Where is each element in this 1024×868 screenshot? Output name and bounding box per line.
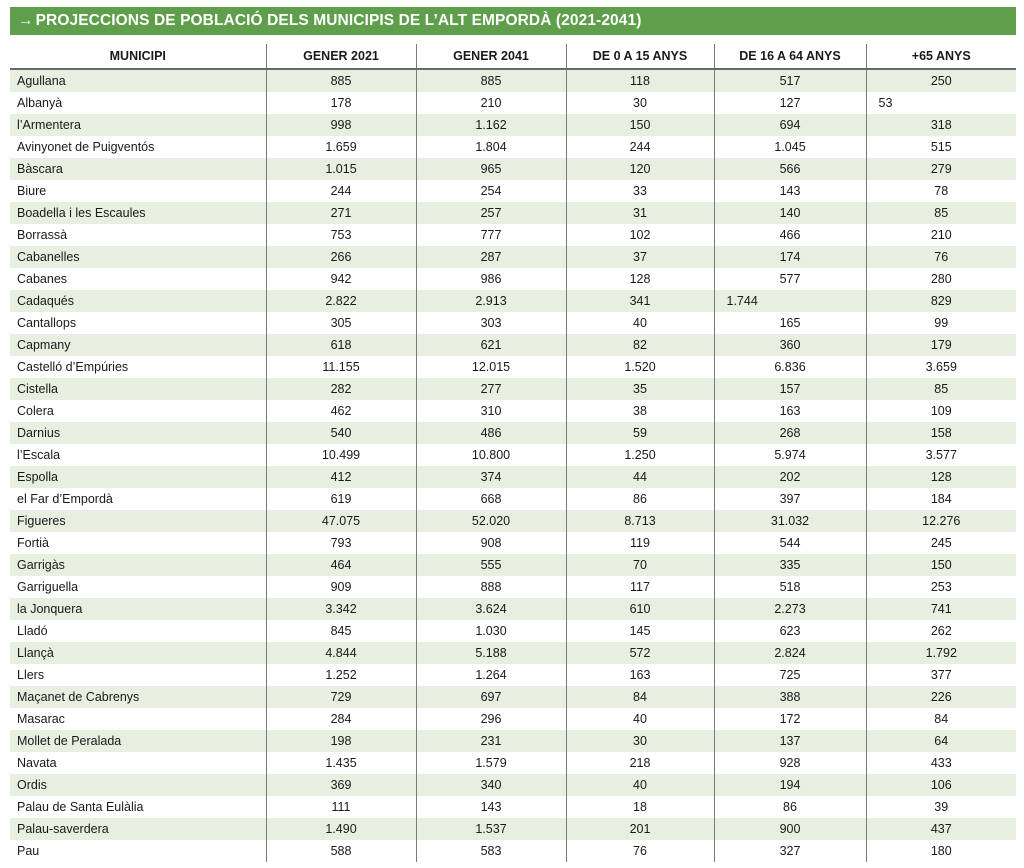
- table-row: [10, 268, 1016, 290]
- cell-0-15: 18: [566, 796, 714, 818]
- table-row: [10, 664, 1016, 686]
- cell-municipi: Lladó: [10, 620, 266, 642]
- cell-municipi: Llançà: [10, 642, 266, 664]
- cell-municipi: Maçanet de Cabrenys: [10, 686, 266, 708]
- cell-16-64: 327: [714, 840, 866, 862]
- cell-65-plus: 829: [866, 290, 1016, 312]
- cell-0-15: 38: [566, 400, 714, 422]
- cell-16-64: 694: [714, 114, 866, 136]
- column-header-gener-2021: GENER 2021: [266, 44, 416, 69]
- table-row: [10, 532, 1016, 554]
- cell-0-15: 1.250: [566, 444, 714, 466]
- cell-gener-2021: 753: [266, 224, 416, 246]
- cell-0-15: 610: [566, 598, 714, 620]
- cell-16-64: 466: [714, 224, 866, 246]
- cell-0-15: 30: [566, 92, 714, 114]
- cell-gener-2021: 845: [266, 620, 416, 642]
- cell-gener-2021: 540: [266, 422, 416, 444]
- cell-0-15: 201: [566, 818, 714, 840]
- table-row: [10, 136, 1016, 158]
- cell-16-64: 725: [714, 664, 866, 686]
- cell-65-plus: 128: [866, 466, 1016, 488]
- cell-65-plus: 78: [866, 180, 1016, 202]
- cell-0-15: 44: [566, 466, 714, 488]
- cell-gener-2041: 303: [416, 312, 566, 334]
- table-row: [10, 840, 1016, 862]
- cell-gener-2041: 697: [416, 686, 566, 708]
- cell-gener-2041: 583: [416, 840, 566, 862]
- cell-16-64: 86: [714, 796, 866, 818]
- cell-65-plus: 85: [866, 378, 1016, 400]
- cell-municipi: l’Escala: [10, 444, 266, 466]
- cell-gener-2041: 143: [416, 796, 566, 818]
- cell-65-plus: 1.792: [866, 642, 1016, 664]
- cell-gener-2021: 1.015: [266, 158, 416, 180]
- cell-0-15: 145: [566, 620, 714, 642]
- cell-65-plus: 85: [866, 202, 1016, 224]
- cell-gener-2041: 1.537: [416, 818, 566, 840]
- cell-0-15: 8.713: [566, 510, 714, 532]
- cell-municipi: Cabanes: [10, 268, 266, 290]
- cell-0-15: 218: [566, 752, 714, 774]
- table-row: [10, 334, 1016, 356]
- cell-65-plus: 184: [866, 488, 1016, 510]
- table-row: [10, 444, 1016, 466]
- cell-0-15: 1.520: [566, 356, 714, 378]
- cell-gener-2041: 254: [416, 180, 566, 202]
- cell-16-64: 518: [714, 576, 866, 598]
- cell-16-64: 268: [714, 422, 866, 444]
- cell-gener-2041: 486: [416, 422, 566, 444]
- cell-65-plus: 245: [866, 532, 1016, 554]
- cell-16-64: 1.045: [714, 136, 866, 158]
- cell-65-plus: 280: [866, 268, 1016, 290]
- table-row: [10, 400, 1016, 422]
- table-header-row: [10, 44, 1016, 69]
- cell-municipi: Garriguella: [10, 576, 266, 598]
- cell-16-64: 900: [714, 818, 866, 840]
- cell-gener-2041: 908: [416, 532, 566, 554]
- cell-0-15: 244: [566, 136, 714, 158]
- table-row: [10, 290, 1016, 312]
- arrow-right-icon: →: [18, 12, 34, 29]
- cell-gener-2041: 2.913: [416, 290, 566, 312]
- cell-municipi: el Far d’Empordà: [10, 488, 266, 510]
- cell-65-plus: 39: [866, 796, 1016, 818]
- column-header-65-plus: +65 ANYS: [866, 44, 1016, 69]
- cell-gener-2041: 210: [416, 92, 566, 114]
- cell-municipi: Albanyà: [10, 92, 266, 114]
- cell-65-plus: 226: [866, 686, 1016, 708]
- cell-gener-2041: 1.030: [416, 620, 566, 642]
- cell-16-64: 335: [714, 554, 866, 576]
- column-header-municipi: MUNICIPI: [10, 44, 266, 69]
- table-row: [10, 598, 1016, 620]
- table-row: [10, 752, 1016, 774]
- cell-gener-2041: 885: [416, 69, 566, 92]
- cell-gener-2041: 296: [416, 708, 566, 730]
- cell-16-64: 577: [714, 268, 866, 290]
- cell-municipi: Boadella i les Escaules: [10, 202, 266, 224]
- cell-0-15: 31: [566, 202, 714, 224]
- cell-65-plus: 64: [866, 730, 1016, 752]
- cell-municipi: Figueres: [10, 510, 266, 532]
- cell-gener-2041: 1.264: [416, 664, 566, 686]
- cell-16-64: 1.744: [714, 290, 866, 312]
- table-row: [10, 576, 1016, 598]
- table-row: [10, 488, 1016, 510]
- table-row: [10, 158, 1016, 180]
- cell-0-15: 128: [566, 268, 714, 290]
- cell-gener-2041: 1.579: [416, 752, 566, 774]
- cell-65-plus: 433: [866, 752, 1016, 774]
- cell-gener-2021: 1.252: [266, 664, 416, 686]
- cell-65-plus: 76: [866, 246, 1016, 268]
- cell-0-15: 82: [566, 334, 714, 356]
- cell-municipi: Pau: [10, 840, 266, 862]
- cell-0-15: 341: [566, 290, 714, 312]
- cell-gener-2041: 257: [416, 202, 566, 224]
- cell-municipi: Darnius: [10, 422, 266, 444]
- cell-gener-2021: 369: [266, 774, 416, 796]
- cell-65-plus: 3.577: [866, 444, 1016, 466]
- cell-0-15: 572: [566, 642, 714, 664]
- cell-65-plus: 262: [866, 620, 1016, 642]
- cell-16-64: 172: [714, 708, 866, 730]
- cell-gener-2021: 284: [266, 708, 416, 730]
- cell-municipi: Capmany: [10, 334, 266, 356]
- cell-16-64: 6.836: [714, 356, 866, 378]
- cell-0-15: 76: [566, 840, 714, 862]
- cell-65-plus: 377: [866, 664, 1016, 686]
- table-row: [10, 312, 1016, 334]
- cell-16-64: 623: [714, 620, 866, 642]
- cell-16-64: 388: [714, 686, 866, 708]
- cell-16-64: 397: [714, 488, 866, 510]
- cell-0-15: 37: [566, 246, 714, 268]
- cell-municipi: Llers: [10, 664, 266, 686]
- cell-gener-2041: 986: [416, 268, 566, 290]
- cell-gener-2041: 777: [416, 224, 566, 246]
- cell-gener-2041: 1.804: [416, 136, 566, 158]
- table-row: [10, 620, 1016, 642]
- cell-gener-2021: 305: [266, 312, 416, 334]
- cell-65-plus: 515: [866, 136, 1016, 158]
- cell-0-15: 119: [566, 532, 714, 554]
- cell-65-plus: 150: [866, 554, 1016, 576]
- cell-gener-2021: 793: [266, 532, 416, 554]
- cell-municipi: Palau-saverdera: [10, 818, 266, 840]
- cell-gener-2021: 111: [266, 796, 416, 818]
- table-row: [10, 510, 1016, 532]
- cell-municipi: Cadaqués: [10, 290, 266, 312]
- cell-municipi: Avinyonet de Puigventós: [10, 136, 266, 158]
- cell-gener-2021: 178: [266, 92, 416, 114]
- cell-municipi: Borrassà: [10, 224, 266, 246]
- cell-0-15: 117: [566, 576, 714, 598]
- table-row: [10, 69, 1016, 92]
- cell-65-plus: 318: [866, 114, 1016, 136]
- cell-municipi: Navata: [10, 752, 266, 774]
- cell-65-plus: 279: [866, 158, 1016, 180]
- cell-gener-2021: 464: [266, 554, 416, 576]
- cell-0-15: 118: [566, 69, 714, 92]
- cell-65-plus: 741: [866, 598, 1016, 620]
- cell-16-64: 140: [714, 202, 866, 224]
- cell-16-64: 137: [714, 730, 866, 752]
- cell-gener-2021: 4.844: [266, 642, 416, 664]
- cell-gener-2041: 12.015: [416, 356, 566, 378]
- table-row: [10, 356, 1016, 378]
- cell-gener-2021: 885: [266, 69, 416, 92]
- cell-municipi: Castelló d’Empúries: [10, 356, 266, 378]
- cell-gener-2041: 287: [416, 246, 566, 268]
- cell-municipi: l’Armentera: [10, 114, 266, 136]
- cell-gener-2021: 47.075: [266, 510, 416, 532]
- cell-gener-2041: 374: [416, 466, 566, 488]
- table-row: [10, 730, 1016, 752]
- cell-gener-2021: 271: [266, 202, 416, 224]
- cell-65-plus: 250: [866, 69, 1016, 92]
- table-row: [10, 378, 1016, 400]
- cell-gener-2041: 277: [416, 378, 566, 400]
- cell-16-64: 157: [714, 378, 866, 400]
- cell-0-15: 59: [566, 422, 714, 444]
- table-row: [10, 246, 1016, 268]
- cell-16-64: 2.824: [714, 642, 866, 664]
- cell-gener-2041: 310: [416, 400, 566, 422]
- cell-gener-2041: 1.162: [416, 114, 566, 136]
- table-row: [10, 818, 1016, 840]
- cell-65-plus: 437: [866, 818, 1016, 840]
- cell-16-64: 517: [714, 69, 866, 92]
- cell-gener-2021: 1.435: [266, 752, 416, 774]
- cell-municipi: Cantallops: [10, 312, 266, 334]
- cell-16-64: 5.974: [714, 444, 866, 466]
- table-row: [10, 642, 1016, 664]
- cell-gener-2021: 198: [266, 730, 416, 752]
- cell-0-15: 102: [566, 224, 714, 246]
- cell-municipi: Biure: [10, 180, 266, 202]
- cell-16-64: 174: [714, 246, 866, 268]
- cell-65-plus: 99: [866, 312, 1016, 334]
- cell-gener-2041: 52.020: [416, 510, 566, 532]
- cell-gener-2021: 3.342: [266, 598, 416, 620]
- cell-0-15: 35: [566, 378, 714, 400]
- cell-municipi: Cistella: [10, 378, 266, 400]
- cell-gener-2041: 621: [416, 334, 566, 356]
- cell-gener-2021: 266: [266, 246, 416, 268]
- cell-16-64: 360: [714, 334, 866, 356]
- cell-municipi: la Jonquera: [10, 598, 266, 620]
- cell-municipi: Mollet de Peralada: [10, 730, 266, 752]
- cell-0-15: 150: [566, 114, 714, 136]
- cell-gener-2041: 5.188: [416, 642, 566, 664]
- table-row: [10, 686, 1016, 708]
- cell-0-15: 86: [566, 488, 714, 510]
- cell-municipi: Garrigàs: [10, 554, 266, 576]
- cell-gener-2041: 3.624: [416, 598, 566, 620]
- cell-16-64: 2.273: [714, 598, 866, 620]
- cell-65-plus: 53: [866, 92, 1016, 114]
- cell-municipi: Cabanelles: [10, 246, 266, 268]
- cell-0-15: 40: [566, 774, 714, 796]
- cell-gener-2041: 555: [416, 554, 566, 576]
- table-title-text: PROJECCIONS DE POBLACIÓ DELS MUNICIPIS DE L’ALT EMPORDÀ (2021-2041): [35, 12, 642, 29]
- cell-65-plus: 109: [866, 400, 1016, 422]
- table-row: [10, 92, 1016, 114]
- table-row: [10, 774, 1016, 796]
- cell-gener-2041: 888: [416, 576, 566, 598]
- cell-16-64: 163: [714, 400, 866, 422]
- cell-gener-2021: 618: [266, 334, 416, 356]
- table-row: [10, 422, 1016, 444]
- cell-gener-2041: 965: [416, 158, 566, 180]
- cell-municipi: Espolla: [10, 466, 266, 488]
- cell-gener-2021: 909: [266, 576, 416, 598]
- cell-municipi: Agullana: [10, 69, 266, 92]
- cell-municipi: Bàscara: [10, 158, 266, 180]
- cell-municipi: Masarac: [10, 708, 266, 730]
- table-row: [10, 180, 1016, 202]
- column-header-16-64: DE 16 A 64 ANYS: [714, 44, 866, 69]
- cell-gener-2021: 942: [266, 268, 416, 290]
- cell-gener-2021: 10.499: [266, 444, 416, 466]
- cell-0-15: 40: [566, 312, 714, 334]
- cell-gener-2041: 340: [416, 774, 566, 796]
- cell-16-64: 143: [714, 180, 866, 202]
- cell-gener-2021: 282: [266, 378, 416, 400]
- cell-gener-2021: 11.155: [266, 356, 416, 378]
- cell-65-plus: 180: [866, 840, 1016, 862]
- cell-65-plus: 158: [866, 422, 1016, 444]
- cell-municipi: Fortià: [10, 532, 266, 554]
- cell-0-15: 30: [566, 730, 714, 752]
- cell-0-15: 33: [566, 180, 714, 202]
- cell-16-64: 31.032: [714, 510, 866, 532]
- cell-municipi: Colera: [10, 400, 266, 422]
- cell-gener-2021: 619: [266, 488, 416, 510]
- table-row: [10, 202, 1016, 224]
- cell-65-plus: 253: [866, 576, 1016, 598]
- cell-16-64: 127: [714, 92, 866, 114]
- table-row: [10, 554, 1016, 576]
- cell-16-64: 165: [714, 312, 866, 334]
- cell-16-64: 202: [714, 466, 866, 488]
- cell-gener-2041: 10.800: [416, 444, 566, 466]
- cell-16-64: 544: [714, 532, 866, 554]
- table-row: [10, 796, 1016, 818]
- cell-65-plus: 106: [866, 774, 1016, 796]
- cell-16-64: 566: [714, 158, 866, 180]
- cell-gener-2021: 2.822: [266, 290, 416, 312]
- cell-0-15: 40: [566, 708, 714, 730]
- table-row: [10, 114, 1016, 136]
- column-header-0-15: DE 0 A 15 ANYS: [566, 44, 714, 69]
- cell-65-plus: 210: [866, 224, 1016, 246]
- table-body: [10, 69, 1016, 862]
- cell-gener-2041: 231: [416, 730, 566, 752]
- table-row: [10, 466, 1016, 488]
- cell-gener-2021: 588: [266, 840, 416, 862]
- cell-0-15: 70: [566, 554, 714, 576]
- cell-gener-2021: 462: [266, 400, 416, 422]
- cell-0-15: 120: [566, 158, 714, 180]
- cell-gener-2021: 412: [266, 466, 416, 488]
- cell-65-plus: 3.659: [866, 356, 1016, 378]
- cell-65-plus: 84: [866, 708, 1016, 730]
- population-table: [10, 44, 1016, 862]
- cell-65-plus: 179: [866, 334, 1016, 356]
- cell-gener-2021: 1.659: [266, 136, 416, 158]
- cell-16-64: 928: [714, 752, 866, 774]
- cell-gener-2021: 244: [266, 180, 416, 202]
- cell-municipi: Ordis: [10, 774, 266, 796]
- table-title: [10, 7, 1016, 35]
- cell-0-15: 84: [566, 686, 714, 708]
- cell-16-64: 194: [714, 774, 866, 796]
- cell-gener-2041: 668: [416, 488, 566, 510]
- cell-0-15: 163: [566, 664, 714, 686]
- cell-municipi: Palau de Santa Eulàlia: [10, 796, 266, 818]
- column-header-gener-2041: GENER 2041: [416, 44, 566, 69]
- table-row: [10, 224, 1016, 246]
- cell-gener-2021: 1.490: [266, 818, 416, 840]
- cell-65-plus: 12.276: [866, 510, 1016, 532]
- cell-gener-2021: 729: [266, 686, 416, 708]
- cell-gener-2021: 998: [266, 114, 416, 136]
- table-row: [10, 708, 1016, 730]
